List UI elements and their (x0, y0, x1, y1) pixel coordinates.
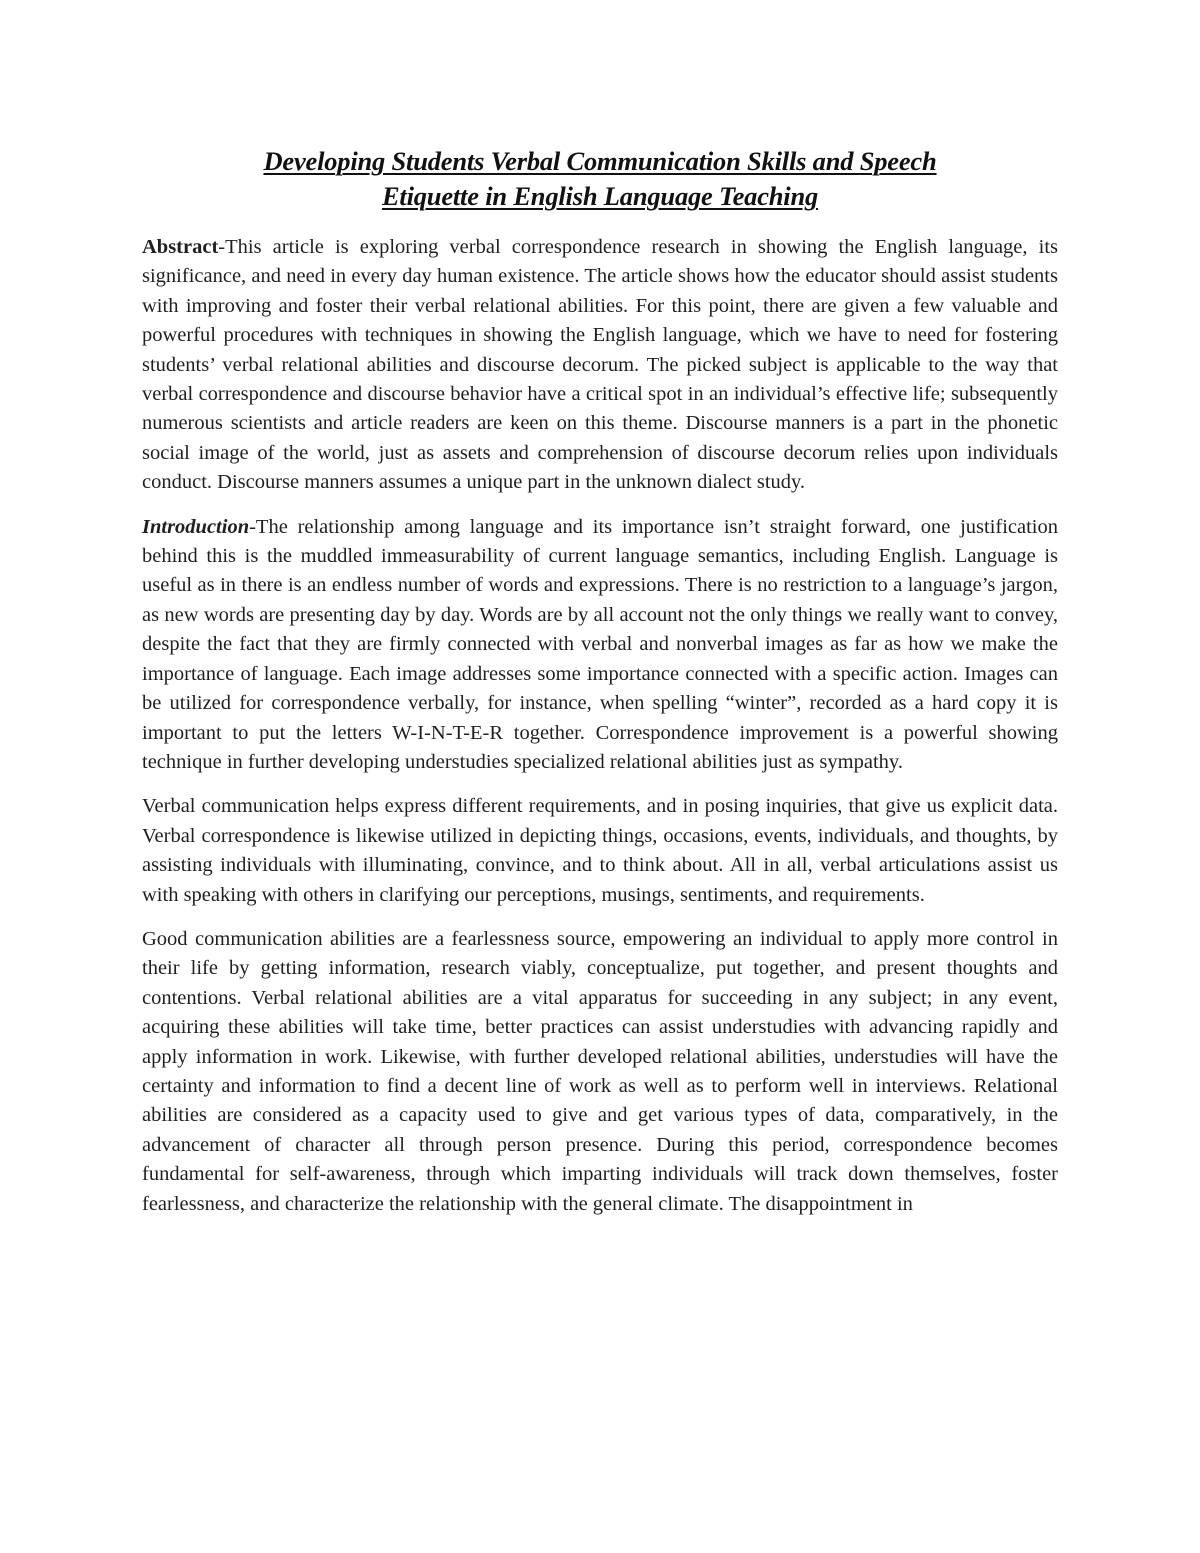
title-line-2: Etiquette in English Language Teaching (381, 181, 819, 211)
title-line-1: Developing Students Verbal Communication Skills and Speech (263, 146, 937, 176)
introduction-paragraph (142, 513, 1058, 778)
abstract-text: -This article is exploring verbal correspondence research in showing the English language, its significance, and need in every day human existence. The article shows how the educator should assist students with improving and foster their verbal relational abilities. For this point, there are given a few valuable and powerful procedures with techniques in showing the English language, which we have to need for fostering students’ verbal relational abilities and discourse decorum. The picked subject is applicable to the way that verbal correspondence and discourse behavior have a critical spot in an individual’s effective life; subsequently numerous scientists and article readers are keen on this theme. Discourse manners is a part in the phonetic social image of the world, just as assets and comprehension of discourse decorum relies upon individuals conduct. Discourse manners assumes a unique part in the unknown dialect study. (142, 236, 1058, 494)
introduction-label: Introduction (142, 515, 250, 538)
introduction-text: -The relationship among language and its importance isn’t straight forward, one justification behind this is the muddled immeasurability of current language semantics, including English. Language is useful as in there is an endless number of words and expressions. There is no restriction to a language’s jargon, as new words are presenting day by day. Words are by all account not the only things we really want to convey, despite the fact that they are firmly connected with verbal and nonverbal images as far as how we make the importance of language. Each image addresses some importance connected with a specific action. Images can be utilized for correspondence verbally, for instance, when spelling “winter”, recorded as a hard copy it is important to put the letters W-I-N-T-E-R together. Correspondence improvement is a powerful showing technique in further developing understudies specialized relational abilities just as sympathy. (142, 515, 1058, 773)
abstract-label: Abstract (142, 236, 219, 258)
body-paragraph-good-communication: Good communication abilities are a fearlessness source, empowering an individual to apply more control in their life by getting information, research viably, conceptualize, put together, and present thoughts and contentions. Verbal relational abilities are a vital apparatus for succeeding in any subject; in any event, acquiring these abilities will take time, better practices can assist understudies with advancing rapidly and apply information in work. Likewise, with further developed relational abilities, understudies will have the certainty and information to find a decent line of work as well as to perform well in interviews. Relational abilities are considered as a capacity used to give and get various types of data, comparatively, in the advancement of character all through person presence. During this period, correspondence becomes fundamental for self-awareness, through which imparting individuals will track down themselves, foster fearlessness, and characterize the relationship with the general climate. The disappointment in (142, 927, 1058, 1215)
body-paragraph-verbal-communication: Verbal communication helps express different requirements, and in posing inquiries, that give us explicit data. Verbal correspondence is likewise utilized in depicting things, occasions, events, individuals, and thoughts, by assisting individuals with illuminating, convince, and to think about. All in all, verbal articulations assist us with speaking with others in clarifying our perceptions, musings, sentiments, and requirements. (142, 795, 1058, 906)
document-body (142, 233, 1058, 1234)
abstract-paragraph (142, 233, 1058, 498)
document-title (142, 144, 1058, 214)
